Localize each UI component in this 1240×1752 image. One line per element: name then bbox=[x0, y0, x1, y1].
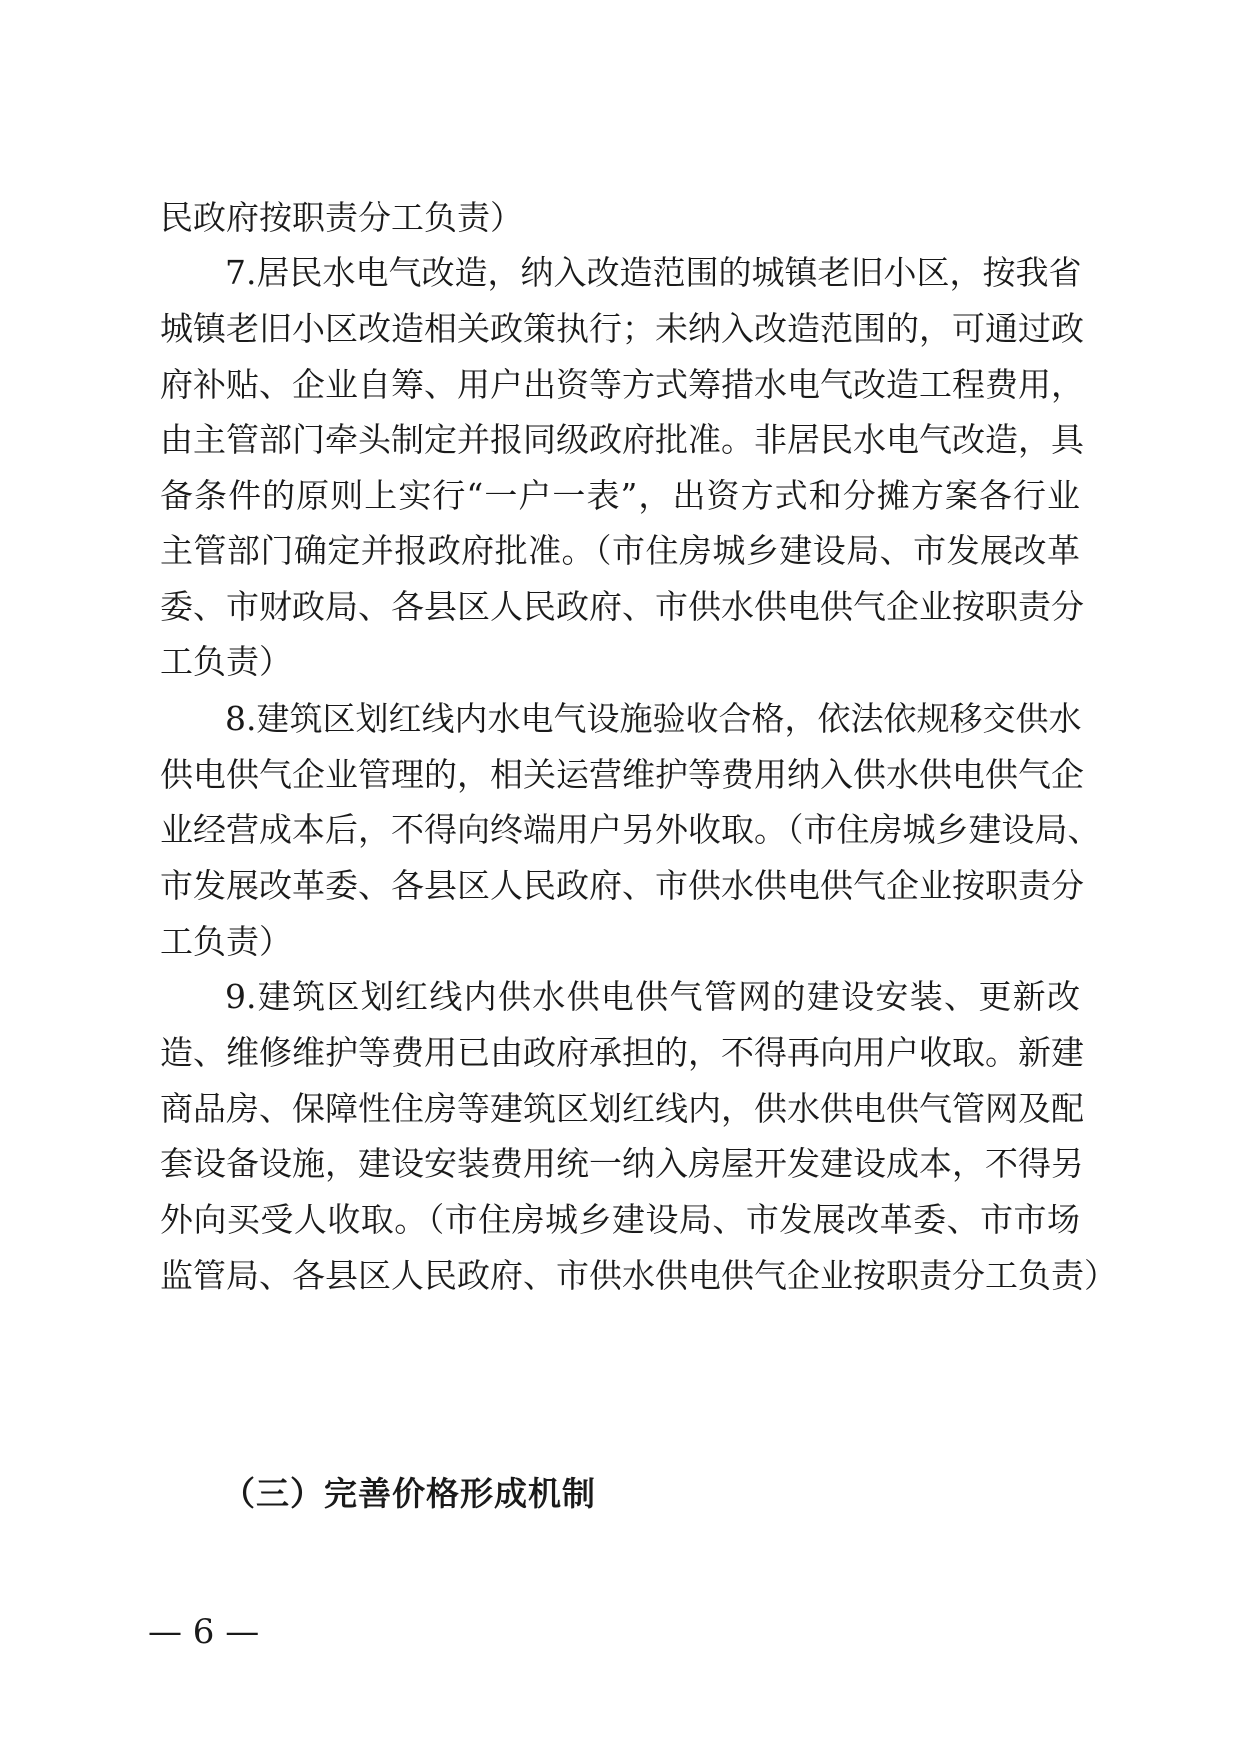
paragraph-line: 7.居民水电气改造，纳入改造范围的城镇老旧小区，按我省 bbox=[225, 253, 1082, 292]
paragraph-line: 民政府按职责分工负责） bbox=[160, 198, 523, 237]
paragraph-line: 工负责） bbox=[160, 922, 292, 961]
paragraph-line: 业经营成本后，不得向终端用户另外收取。（市住房城乡建设局、 bbox=[160, 810, 1101, 849]
paragraph-line: 9.建筑区划红线内供水供电供气管网的建设安装、更新改 bbox=[225, 977, 1080, 1016]
paragraph-line: 套设备设施，建设安装费用统一纳入房屋开发建设成本，不得另 bbox=[160, 1144, 1084, 1183]
paragraph-line: 8.建筑区划红线内水电气设施验收合格，依法依规移交供水 bbox=[225, 699, 1082, 738]
paragraph-line: 商品房、保障性住房等建筑区划红线内，供水供电供气管网及配 bbox=[160, 1089, 1084, 1128]
paragraph-line: 城镇老旧小区改造相关政策执行；未纳入改造范围的，可通过政 bbox=[160, 309, 1084, 348]
paragraph-line: 监管局、各县区人民政府、市供水供电供气企业按职责分工负责） bbox=[160, 1256, 1117, 1295]
paragraph-line: 由主管部门牵头制定并报同级政府批准。非居民水电气改造，具 bbox=[160, 420, 1084, 459]
paragraph-line: 备条件的原则上实行“一户一表”，出资方式和分摊方案各行业 bbox=[160, 476, 1080, 515]
paragraph-line: 市发展改革委、各县区人民政府、市供水供电供气企业按职责分 bbox=[160, 866, 1084, 905]
paragraph-line: 主管部门确定并报政府批准。（市住房城乡建设局、市发展改革 bbox=[160, 531, 1080, 570]
section-heading: （三）完善价格形成机制 bbox=[222, 1474, 596, 1513]
paragraph-line: 府补贴、企业自筹、用户出资等方式筹措水电气改造工程费用， bbox=[160, 365, 1084, 404]
paragraph-line: 供电供气企业管理的，相关运营维护等费用纳入供水供电供气企 bbox=[160, 755, 1084, 794]
paragraph-line: 外向买受人收取。（市住房城乡建设局、市发展改革委、市市场 bbox=[160, 1200, 1080, 1239]
paragraph-line: 造、维修维护等费用已由政府承担的，不得再向用户收取。新建 bbox=[160, 1033, 1084, 1072]
page-number: — 6 — bbox=[148, 1612, 260, 1652]
paragraph-line: 工负责） bbox=[160, 642, 292, 681]
paragraph-line: 委、市财政局、各县区人民政府、市供水供电供气企业按职责分 bbox=[160, 587, 1084, 626]
